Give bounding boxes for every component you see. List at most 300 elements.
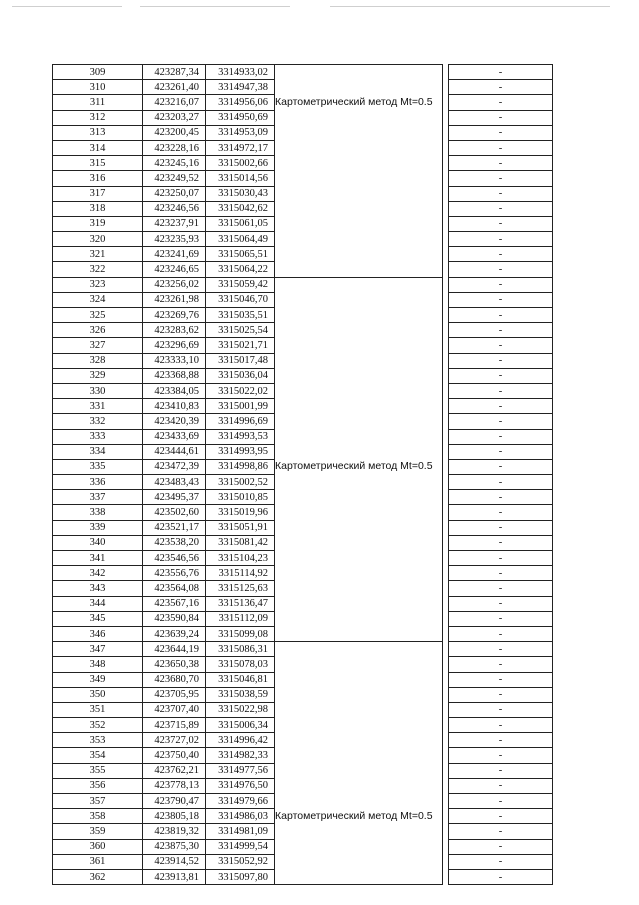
point-number-cell: 355	[53, 763, 143, 778]
y-coordinate-cell: 3314950,69	[206, 110, 275, 125]
point-number-cell: 328	[53, 353, 143, 368]
empty-value-cell: -	[449, 490, 553, 505]
method-cell	[275, 642, 443, 657]
method-cell	[275, 444, 443, 459]
table-row	[53, 414, 553, 429]
method-cell	[275, 262, 443, 277]
table-row	[53, 794, 553, 809]
table-row	[53, 778, 553, 793]
point-number-cell: 320	[53, 232, 143, 247]
method-cell	[275, 763, 443, 778]
y-coordinate-cell: 3315099,08	[206, 626, 275, 641]
x-coordinate-cell: 423790,47	[143, 794, 206, 809]
method-cell	[275, 824, 443, 839]
y-coordinate-cell: 3315059,42	[206, 277, 275, 292]
empty-value-cell: -	[449, 171, 553, 186]
method-cell	[275, 232, 443, 247]
y-coordinate-cell: 3315078,03	[206, 657, 275, 672]
x-coordinate-cell: 423762,21	[143, 763, 206, 778]
empty-value-cell: -	[449, 535, 553, 550]
empty-value-cell: -	[449, 551, 553, 566]
empty-value-cell: -	[449, 763, 553, 778]
method-cell	[275, 292, 443, 307]
x-coordinate-cell: 423241,69	[143, 247, 206, 262]
y-coordinate-cell: 3314976,50	[206, 778, 275, 793]
point-number-cell: 343	[53, 581, 143, 596]
x-coordinate-cell: 423556,76	[143, 566, 206, 581]
empty-value-cell: -	[449, 353, 553, 368]
table-row	[53, 520, 553, 535]
point-number-cell: 348	[53, 657, 143, 672]
empty-value-cell: -	[449, 794, 553, 809]
table-row	[53, 490, 553, 505]
table-row	[53, 869, 553, 884]
x-coordinate-cell: 423567,16	[143, 596, 206, 611]
y-coordinate-cell: 3315104,23	[206, 551, 275, 566]
method-cell: Картометрический метод Mt=0.5	[275, 809, 443, 824]
y-coordinate-cell: 3314977,56	[206, 763, 275, 778]
empty-value-cell: -	[449, 611, 553, 626]
x-coordinate-cell: 423564,08	[143, 581, 206, 596]
method-cell	[275, 581, 443, 596]
point-number-cell: 358	[53, 809, 143, 824]
point-number-cell: 352	[53, 718, 143, 733]
table-row	[53, 854, 553, 869]
table-row	[53, 505, 553, 520]
y-coordinate-cell: 3315030,43	[206, 186, 275, 201]
method-cell	[275, 596, 443, 611]
table-row	[53, 110, 553, 125]
y-coordinate-cell: 3315022,98	[206, 702, 275, 717]
x-coordinate-cell: 423472,39	[143, 459, 206, 474]
x-coordinate-cell: 423680,70	[143, 672, 206, 687]
point-number-cell: 341	[53, 551, 143, 566]
table-row	[53, 429, 553, 444]
y-coordinate-cell: 3315061,05	[206, 216, 275, 231]
x-coordinate-cell: 423261,98	[143, 292, 206, 307]
method-cell	[275, 323, 443, 338]
x-coordinate-cell: 423333,10	[143, 353, 206, 368]
x-coordinate-cell: 423250,07	[143, 186, 206, 201]
point-number-cell: 357	[53, 794, 143, 809]
y-coordinate-cell: 3315019,96	[206, 505, 275, 520]
empty-value-cell: -	[449, 459, 553, 474]
point-number-cell: 360	[53, 839, 143, 854]
x-coordinate-cell: 423246,56	[143, 201, 206, 216]
point-number-cell: 349	[53, 672, 143, 687]
y-coordinate-cell: 3315086,31	[206, 642, 275, 657]
method-cell	[275, 140, 443, 155]
table-row	[53, 80, 553, 95]
point-number-cell: 351	[53, 702, 143, 717]
y-coordinate-cell: 3315021,71	[206, 338, 275, 353]
x-coordinate-cell: 423819,32	[143, 824, 206, 839]
point-number-cell: 335	[53, 459, 143, 474]
table-row	[53, 687, 553, 702]
y-coordinate-cell: 3315046,81	[206, 672, 275, 687]
y-coordinate-cell: 3315002,52	[206, 475, 275, 490]
method-cell	[275, 368, 443, 383]
point-number-cell: 330	[53, 383, 143, 398]
x-coordinate-cell: 423296,69	[143, 338, 206, 353]
method-cell	[275, 566, 443, 581]
table-row	[53, 657, 553, 672]
method-cell	[275, 216, 443, 231]
y-coordinate-cell: 3315042,62	[206, 201, 275, 216]
x-coordinate-cell: 423287,34	[143, 65, 206, 80]
table-row	[53, 232, 553, 247]
x-coordinate-cell: 423245,16	[143, 156, 206, 171]
x-coordinate-cell: 423707,40	[143, 702, 206, 717]
empty-value-cell: -	[449, 642, 553, 657]
table-row	[53, 475, 553, 490]
method-cell	[275, 171, 443, 186]
table-row	[53, 824, 553, 839]
x-coordinate-cell: 423228,16	[143, 140, 206, 155]
table-row	[53, 353, 553, 368]
method-cell	[275, 475, 443, 490]
y-coordinate-cell: 3314996,42	[206, 733, 275, 748]
point-number-cell: 323	[53, 277, 143, 292]
point-number-cell: 362	[53, 869, 143, 884]
y-coordinate-cell: 3314986,03	[206, 809, 275, 824]
method-cell	[275, 308, 443, 323]
method-cell	[275, 186, 443, 201]
x-coordinate-cell: 423546,56	[143, 551, 206, 566]
empty-value-cell: -	[449, 520, 553, 535]
point-number-cell: 345	[53, 611, 143, 626]
y-coordinate-cell: 3315112,09	[206, 611, 275, 626]
x-coordinate-cell: 423444,61	[143, 444, 206, 459]
empty-value-cell: -	[449, 702, 553, 717]
empty-value-cell: -	[449, 429, 553, 444]
x-coordinate-cell: 423483,43	[143, 475, 206, 490]
empty-value-cell: -	[449, 672, 553, 687]
y-coordinate-cell: 3314933,02	[206, 65, 275, 80]
coordinates-table-body	[53, 65, 553, 885]
table-row	[53, 140, 553, 155]
method-cell	[275, 702, 443, 717]
method-cell	[275, 429, 443, 444]
y-coordinate-cell: 3314953,09	[206, 125, 275, 140]
table-row	[53, 535, 553, 550]
empty-value-cell: -	[449, 626, 553, 641]
method-cell	[275, 80, 443, 95]
y-coordinate-cell: 3315052,92	[206, 854, 275, 869]
empty-value-cell: -	[449, 368, 553, 383]
method-cell	[275, 414, 443, 429]
x-coordinate-cell: 423261,40	[143, 80, 206, 95]
table-row	[53, 718, 553, 733]
method-cell	[275, 338, 443, 353]
empty-value-cell: -	[449, 156, 553, 171]
table-row	[53, 596, 553, 611]
y-coordinate-cell: 3314982,33	[206, 748, 275, 763]
x-coordinate-cell: 423705,95	[143, 687, 206, 702]
table-row	[53, 626, 553, 641]
point-number-cell: 325	[53, 308, 143, 323]
table-row	[53, 839, 553, 854]
method-cell	[275, 687, 443, 702]
point-number-cell: 339	[53, 520, 143, 535]
empty-value-cell: -	[449, 338, 553, 353]
empty-value-cell: -	[449, 581, 553, 596]
point-number-cell: 333	[53, 429, 143, 444]
table-row	[53, 642, 553, 657]
method-cell	[275, 535, 443, 550]
method-cell	[275, 125, 443, 140]
y-coordinate-cell: 3315114,92	[206, 566, 275, 581]
method-cell	[275, 794, 443, 809]
empty-value-cell: -	[449, 778, 553, 793]
point-number-cell: 327	[53, 338, 143, 353]
table-row	[53, 763, 553, 778]
x-coordinate-cell: 423875,30	[143, 839, 206, 854]
method-cell	[275, 353, 443, 368]
y-coordinate-cell: 3314947,38	[206, 80, 275, 95]
table-row	[53, 186, 553, 201]
x-coordinate-cell: 423203,27	[143, 110, 206, 125]
empty-value-cell: -	[449, 657, 553, 672]
empty-value-cell: -	[449, 140, 553, 155]
empty-value-cell: -	[449, 201, 553, 216]
y-coordinate-cell: 3315065,51	[206, 247, 275, 262]
method-cell	[275, 490, 443, 505]
x-coordinate-cell: 423727,02	[143, 733, 206, 748]
x-coordinate-cell: 423590,84	[143, 611, 206, 626]
empty-value-cell: -	[449, 596, 553, 611]
table-row	[53, 125, 553, 140]
point-number-cell: 321	[53, 247, 143, 262]
table-row	[53, 338, 553, 353]
empty-value-cell: -	[449, 839, 553, 854]
table-row	[53, 702, 553, 717]
x-coordinate-cell: 423235,93	[143, 232, 206, 247]
empty-value-cell: -	[449, 414, 553, 429]
empty-value-cell: -	[449, 95, 553, 110]
method-cell	[275, 869, 443, 884]
point-number-cell: 312	[53, 110, 143, 125]
y-coordinate-cell: 3315064,22	[206, 262, 275, 277]
point-number-cell: 338	[53, 505, 143, 520]
table-row	[53, 156, 553, 171]
empty-value-cell: -	[449, 323, 553, 338]
y-coordinate-cell: 3315001,99	[206, 399, 275, 414]
y-coordinate-cell: 3314999,54	[206, 839, 275, 854]
table-row	[53, 171, 553, 186]
empty-value-cell: -	[449, 718, 553, 733]
empty-value-cell: -	[449, 748, 553, 763]
x-coordinate-cell: 423913,81	[143, 869, 206, 884]
table-row	[53, 277, 553, 292]
empty-value-cell: -	[449, 216, 553, 231]
empty-value-cell: -	[449, 505, 553, 520]
y-coordinate-cell: 3314972,17	[206, 140, 275, 155]
x-coordinate-cell: 423778,13	[143, 778, 206, 793]
y-coordinate-cell: 3315036,04	[206, 368, 275, 383]
x-coordinate-cell: 423216,07	[143, 95, 206, 110]
table-row	[53, 247, 553, 262]
y-coordinate-cell: 3315002,66	[206, 156, 275, 171]
x-coordinate-cell: 423410,83	[143, 399, 206, 414]
x-coordinate-cell: 423269,76	[143, 308, 206, 323]
method-cell	[275, 505, 443, 520]
coordinates-table	[52, 64, 553, 885]
x-coordinate-cell: 423650,38	[143, 657, 206, 672]
x-coordinate-cell: 423283,62	[143, 323, 206, 338]
x-coordinate-cell: 423495,37	[143, 490, 206, 505]
method-cell	[275, 854, 443, 869]
y-coordinate-cell: 3315038,59	[206, 687, 275, 702]
empty-value-cell: -	[449, 262, 553, 277]
x-coordinate-cell: 423256,02	[143, 277, 206, 292]
point-number-cell: 318	[53, 201, 143, 216]
point-number-cell: 354	[53, 748, 143, 763]
x-coordinate-cell: 423368,88	[143, 368, 206, 383]
x-coordinate-cell: 423200,45	[143, 125, 206, 140]
empty-value-cell: -	[449, 824, 553, 839]
method-cell	[275, 672, 443, 687]
empty-value-cell: -	[449, 809, 553, 824]
y-coordinate-cell: 3315035,51	[206, 308, 275, 323]
point-number-cell: 336	[53, 475, 143, 490]
table-row	[53, 444, 553, 459]
empty-value-cell: -	[449, 308, 553, 323]
method-cell	[275, 520, 443, 535]
x-coordinate-cell: 423384,05	[143, 383, 206, 398]
point-number-cell: 329	[53, 368, 143, 383]
y-coordinate-cell: 3314979,66	[206, 794, 275, 809]
empty-value-cell: -	[449, 399, 553, 414]
x-coordinate-cell: 423502,60	[143, 505, 206, 520]
empty-value-cell: -	[449, 125, 553, 140]
method-cell	[275, 551, 443, 566]
point-number-cell: 353	[53, 733, 143, 748]
method-cell	[275, 657, 443, 672]
empty-value-cell: -	[449, 80, 553, 95]
x-coordinate-cell: 423914,52	[143, 854, 206, 869]
point-number-cell: 350	[53, 687, 143, 702]
empty-value-cell: -	[449, 733, 553, 748]
scan-artifact-line	[140, 6, 290, 7]
y-coordinate-cell: 3315006,34	[206, 718, 275, 733]
x-coordinate-cell: 423433,69	[143, 429, 206, 444]
point-number-cell: 316	[53, 171, 143, 186]
method-cell	[275, 718, 443, 733]
empty-value-cell: -	[449, 110, 553, 125]
empty-value-cell: -	[449, 292, 553, 307]
point-number-cell: 356	[53, 778, 143, 793]
empty-value-cell: -	[449, 186, 553, 201]
method-cell	[275, 383, 443, 398]
x-coordinate-cell: 423750,40	[143, 748, 206, 763]
empty-value-cell: -	[449, 247, 553, 262]
point-number-cell: 334	[53, 444, 143, 459]
method-cell: Картометрический метод Mt=0.5	[275, 459, 443, 474]
method-cell	[275, 65, 443, 80]
method-cell	[275, 110, 443, 125]
table-row	[53, 262, 553, 277]
scan-artifact-line	[12, 6, 122, 7]
table-row	[53, 809, 553, 824]
empty-value-cell: -	[449, 854, 553, 869]
point-number-cell: 322	[53, 262, 143, 277]
table-row	[53, 399, 553, 414]
table-row	[53, 551, 553, 566]
y-coordinate-cell: 3315064,49	[206, 232, 275, 247]
y-coordinate-cell: 3315017,48	[206, 353, 275, 368]
method-cell	[275, 733, 443, 748]
point-number-cell: 309	[53, 65, 143, 80]
table-row	[53, 383, 553, 398]
y-coordinate-cell: 3315025,54	[206, 323, 275, 338]
table-row	[53, 323, 553, 338]
table-row	[53, 216, 553, 231]
table-row	[53, 459, 553, 474]
y-coordinate-cell: 3314998,86	[206, 459, 275, 474]
point-number-cell: 324	[53, 292, 143, 307]
method-cell	[275, 839, 443, 854]
y-coordinate-cell: 3315081,42	[206, 535, 275, 550]
point-number-cell: 361	[53, 854, 143, 869]
x-coordinate-cell: 423246,65	[143, 262, 206, 277]
x-coordinate-cell: 423538,20	[143, 535, 206, 550]
point-number-cell: 359	[53, 824, 143, 839]
method-cell: Картометрический метод Mt=0.5	[275, 95, 443, 110]
table-row	[53, 95, 553, 110]
table-row	[53, 733, 553, 748]
empty-value-cell: -	[449, 475, 553, 490]
y-coordinate-cell: 3315097,80	[206, 869, 275, 884]
point-number-cell: 311	[53, 95, 143, 110]
point-number-cell: 317	[53, 186, 143, 201]
method-cell	[275, 201, 443, 216]
method-cell	[275, 399, 443, 414]
point-number-cell: 332	[53, 414, 143, 429]
method-cell	[275, 778, 443, 793]
x-coordinate-cell: 423237,91	[143, 216, 206, 231]
point-number-cell: 347	[53, 642, 143, 657]
y-coordinate-cell: 3315014,56	[206, 171, 275, 186]
x-coordinate-cell: 423249,52	[143, 171, 206, 186]
empty-value-cell: -	[449, 566, 553, 581]
point-number-cell: 344	[53, 596, 143, 611]
table-row	[53, 201, 553, 216]
y-coordinate-cell: 3315136,47	[206, 596, 275, 611]
table-row	[53, 65, 553, 80]
y-coordinate-cell: 3314993,53	[206, 429, 275, 444]
x-coordinate-cell: 423644,19	[143, 642, 206, 657]
point-number-cell: 315	[53, 156, 143, 171]
point-number-cell: 331	[53, 399, 143, 414]
y-coordinate-cell: 3315046,70	[206, 292, 275, 307]
point-number-cell: 342	[53, 566, 143, 581]
empty-value-cell: -	[449, 869, 553, 884]
x-coordinate-cell: 423521,17	[143, 520, 206, 535]
table-row	[53, 308, 553, 323]
table-row	[53, 368, 553, 383]
x-coordinate-cell: 423715,89	[143, 718, 206, 733]
point-number-cell: 310	[53, 80, 143, 95]
point-number-cell: 314	[53, 140, 143, 155]
empty-value-cell: -	[449, 65, 553, 80]
method-cell	[275, 277, 443, 292]
point-number-cell: 326	[53, 323, 143, 338]
y-coordinate-cell: 3315010,85	[206, 490, 275, 505]
table-row	[53, 581, 553, 596]
y-coordinate-cell: 3314996,69	[206, 414, 275, 429]
table-row	[53, 748, 553, 763]
